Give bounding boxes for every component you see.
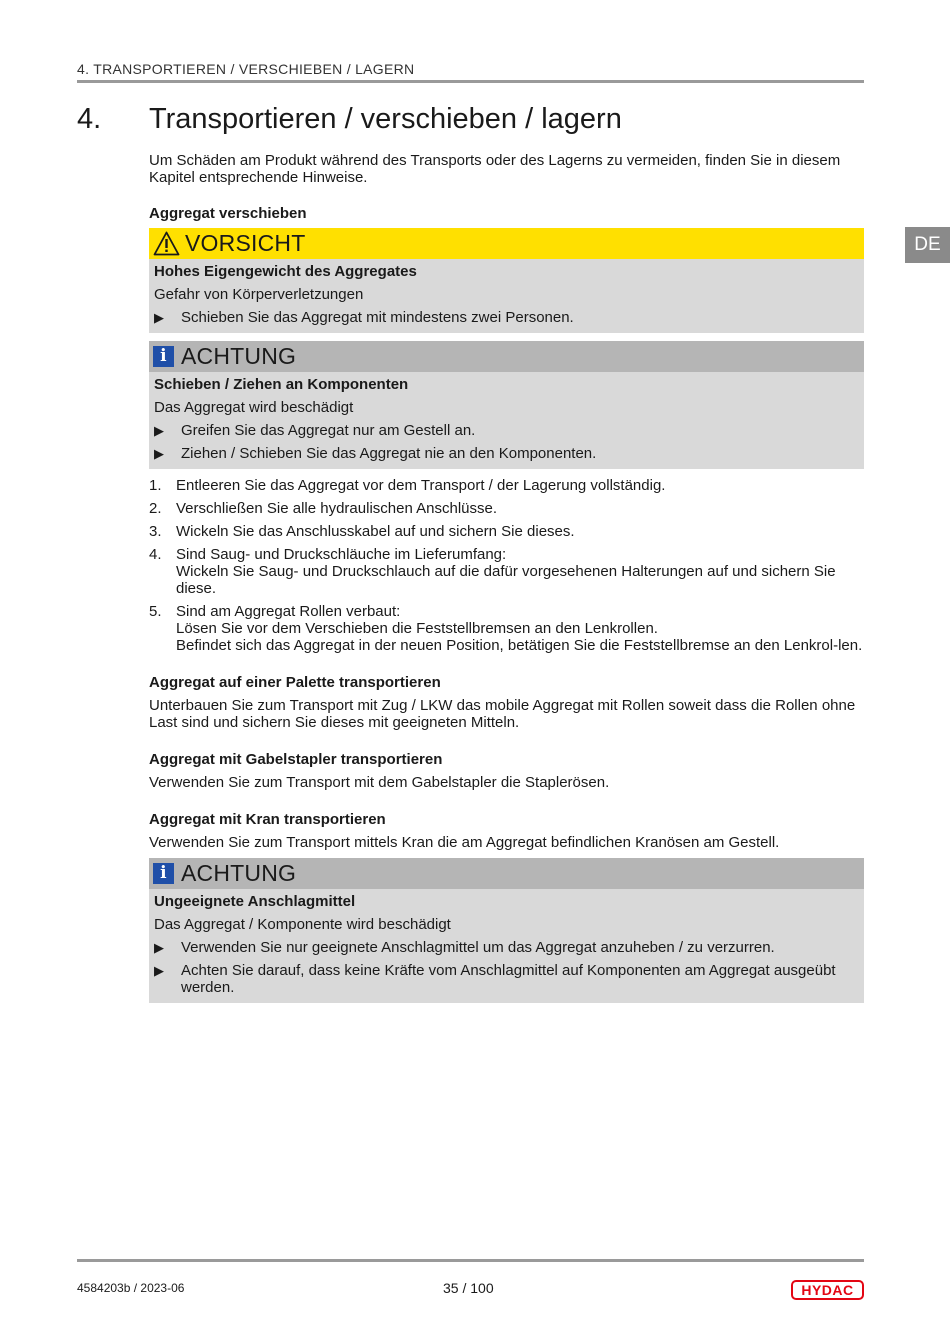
- notice-step-text: Achten Sie darauf, dass keine Kräfte vom Anschlagmittel auf Komponenten am Aggregat ausgeübt werden.: [181, 962, 836, 996]
- section-crane: [149, 811, 864, 851]
- chapter-title: Transportieren / verschieben / lagern: [149, 103, 622, 135]
- list-number: 5.: [149, 603, 162, 620]
- notice-title: Ungeeignete Anschlagmittel: [154, 893, 356, 910]
- notice-step-text: Verwenden Sie nur geeignete Anschlagmittel um das Aggregat anzuheben / zu verzurren.: [181, 939, 775, 956]
- section-pallet: [149, 674, 864, 731]
- section-forklift: [149, 751, 864, 791]
- list-item: [149, 603, 864, 654]
- header-rule: [77, 80, 864, 83]
- list-number: 3.: [149, 523, 162, 540]
- hydac-logo: [791, 1280, 864, 1300]
- caution-title: Hohes Eigengewicht des Aggregates: [154, 263, 417, 280]
- notice-step-text: Greifen Sie das Aggregat nur am Gestell an.: [181, 422, 476, 439]
- list-line: Verschließen Sie alle hydraulischen Anschlüsse.: [176, 500, 498, 517]
- running-header: 4. TRANSPORTIEREN / VERSCHIEBEN / LAGERN: [77, 61, 415, 77]
- arrow-right-icon: ▶: [154, 963, 164, 978]
- notice-step-text: Ziehen / Schieben Sie das Aggregat nie an den Komponenten.: [181, 445, 597, 462]
- list-item: [149, 546, 864, 597]
- section-heading-pallet: Aggregat auf einer Palette transportieren: [149, 674, 441, 691]
- list-line: Sind Saug- und Druckschläuche im Lieferumfang:: [176, 546, 507, 563]
- section-heading-forklift: Aggregat mit Gabelstapler transportieren: [149, 751, 443, 768]
- notice-label: ACHTUNG: [181, 343, 297, 369]
- arrow-right-icon: ▶: [154, 940, 164, 955]
- list-number: 2.: [149, 500, 162, 517]
- footer-rule: [77, 1259, 864, 1262]
- notice-risk: Das Aggregat / Komponente wird beschädigt: [154, 916, 451, 933]
- language-tab[interactable]: DE: [905, 227, 950, 263]
- notice-step: [154, 939, 859, 956]
- caution-step: [154, 309, 859, 326]
- caution-box: [149, 228, 864, 333]
- arrow-right-icon: ▶: [154, 423, 164, 438]
- document-id: 4584203b / 2023-06: [77, 1281, 185, 1295]
- notice-body: [149, 889, 864, 1003]
- section-text-crane: Verwenden Sie zum Transport mittels Kran die am Aggregat befindlichen Kranösen am Gestell.: [149, 834, 780, 851]
- arrow-right-icon: ▶: [154, 446, 164, 461]
- list-item: [149, 500, 864, 517]
- section-text-forklift: Verwenden Sie zum Transport mit dem Gabelstapler die Staplerösen.: [149, 774, 610, 791]
- info-icon: i: [153, 863, 174, 884]
- notice-step: [154, 962, 859, 996]
- notice-box-move: [149, 341, 864, 469]
- notice-bar: [149, 341, 864, 372]
- list-line: Wickeln Sie das Anschlusskabel auf und sichern Sie dieses.: [176, 523, 575, 540]
- section-text-pallet: Unterbauen Sie zum Transport mit Zug / LKW das mobile Aggregat mit Rollen soweit dass die Rollen ohne Last sind und sichern Sie dieses mit geeigneten Mitteln.: [149, 697, 856, 731]
- section-heading-crane: Aggregat mit Kran transportieren: [149, 811, 386, 828]
- list-line: Wickeln Sie Saug- und Druckschlauch auf die dafür vorgesehenen Halterungen auf und sichern Sie diese.: [176, 563, 836, 597]
- page-number: 35 / 100: [443, 1280, 494, 1296]
- list-line: Befindet sich das Aggregat in der neuen Position, betätigen Sie die Feststellbremse an den Lenkrol-len.: [176, 637, 863, 654]
- caution-bar: [149, 228, 864, 259]
- list-number: 1.: [149, 477, 162, 494]
- instruction-list: [149, 477, 864, 654]
- arrow-right-icon: ▶: [154, 310, 164, 325]
- caution-body: [149, 259, 864, 333]
- notice-risk: Das Aggregat wird beschädigt: [154, 399, 354, 416]
- notice-step: [154, 445, 859, 462]
- list-item: [149, 477, 864, 494]
- svg-text:HYDAC: HYDAC: [801, 1282, 854, 1298]
- list-line: Sind am Aggregat Rollen verbaut:: [176, 603, 401, 620]
- page-content: [149, 152, 864, 1011]
- notice-title: Schieben / Ziehen an Komponenten: [154, 376, 409, 393]
- warning-triangle-icon: [153, 231, 180, 256]
- notice-body: [149, 372, 864, 469]
- notice-label: ACHTUNG: [181, 860, 297, 886]
- caution-step-text: Schieben Sie das Aggregat mit mindestens zwei Personen.: [181, 309, 574, 326]
- notice-box-crane: [149, 858, 864, 1003]
- info-icon: i: [153, 346, 174, 367]
- list-item: [149, 523, 864, 540]
- list-line: Lösen Sie vor dem Verschieben die Feststellbremsen an den Lenkrollen.: [176, 620, 658, 637]
- caution-label: VORSICHT: [185, 230, 306, 256]
- list-line: Entleeren Sie das Aggregat vor dem Transport / der Lagerung vollständig.: [176, 477, 666, 494]
- caution-risk: Gefahr von Körperverletzungen: [154, 286, 364, 303]
- intro-text: Um Schäden am Produkt während des Transports oder des Lagerns zu vermeiden, finden Sie in diesem Kapitel entsprechende Hinweise.: [149, 152, 841, 186]
- section-heading-move: Aggregat verschieben: [149, 205, 307, 222]
- list-number: 4.: [149, 546, 162, 563]
- chapter-number: 4.: [77, 103, 102, 135]
- notice-bar: [149, 858, 864, 889]
- notice-step: [154, 422, 859, 439]
